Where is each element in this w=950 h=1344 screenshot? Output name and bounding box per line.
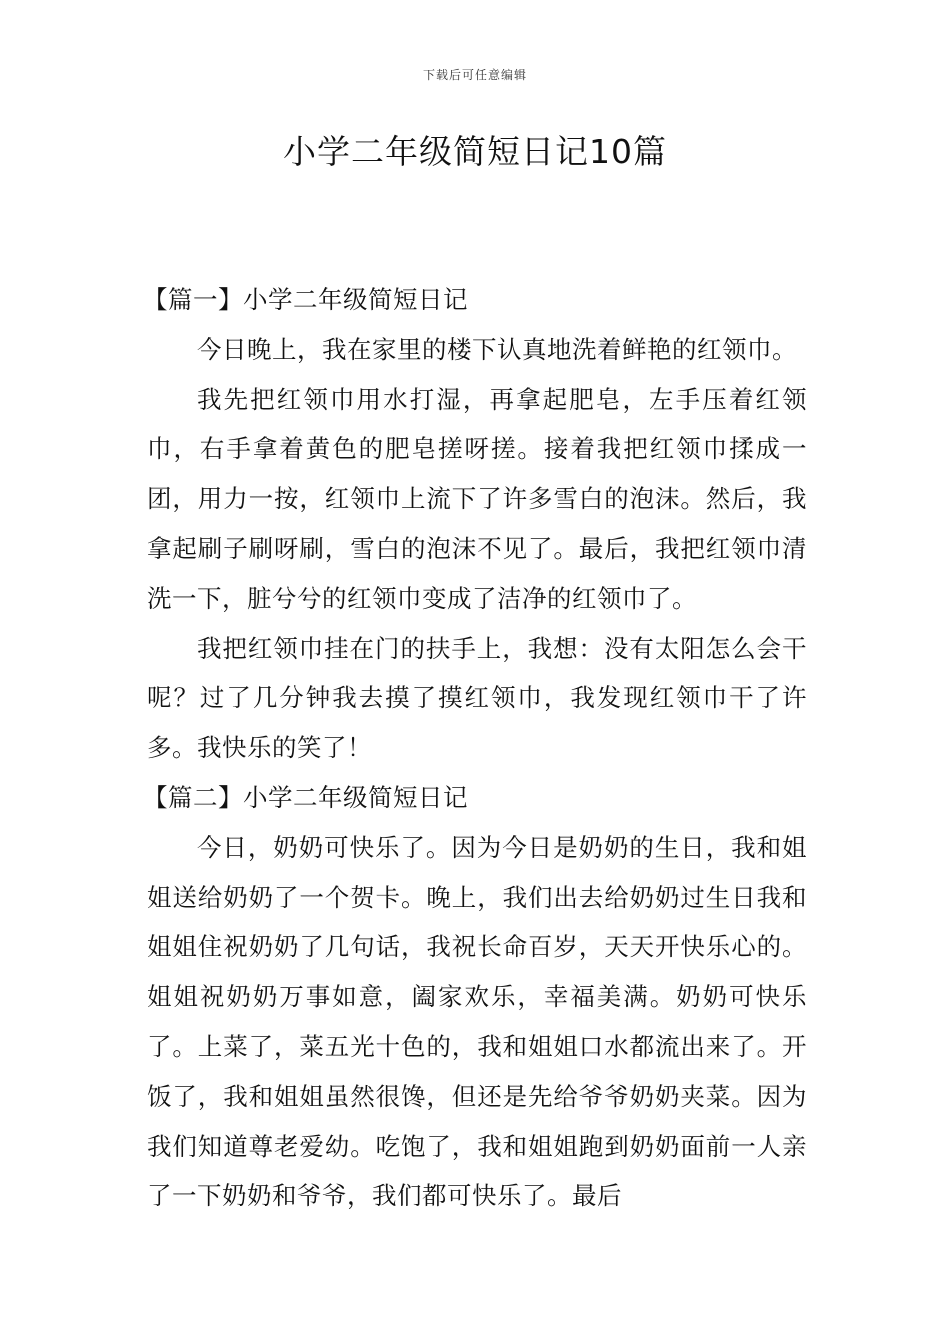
paragraph: 今日，奶奶可快乐了。因为今日是奶奶的生日，我和姐姐送给奶奶了一个贺卡。晚上，我们出去给奶奶过生日我和姐姐住祝奶奶了几句话，我祝长命百岁，天天开快乐心的。姐姐祝奶奶万事如意，阖家欢乐，幸福美满。奶奶可快乐了。上菜了，菜五光十色的，我和姐姐口水都流出来了。开饭了，我和姐姐虽然很馋，但还是先给爷爷奶奶夹菜。因为我们知道尊老爱幼。吃饱了，我和姐姐跑到奶奶面前一人亲了一下奶奶和爷爷，我们都可快乐了。最后 [147, 832, 807, 1211]
paragraph: 今日晚上，我在家里的楼下认真地洗着鲜艳的红领巾。 [197, 334, 797, 364]
section-heading: 【篇一】小学二年级简短日记 [143, 285, 468, 314]
section-heading: 【篇二】小学二年级简短日记 [143, 782, 468, 812]
paragraph: 我先把红领巾用水打湿，再拿起肥皂，左手压着红领巾，右手拿着黄色的肥皂搓呀搓。接着我把红领巾揉成一团，用力一按，红领巾上流下了许多雪白的泡沫。然后，我拿起刷子刷呀刷，雪白的泡沫不见了。最后，我把红领巾清洗一下，脏兮兮的红领巾变成了洁净的红领巾了。 [147, 384, 807, 613]
header-note: 下载后可任意编辑 [422, 68, 527, 82]
section-one [143, 275, 807, 773]
paragraph: 我把红领巾挂在门的扶手上，我想：没有太阳怎么会干呢？过了几分钟我去摸了摸红领巾，我发现红领巾干了许多。我快乐的笑了！ [147, 633, 807, 763]
document-body [143, 275, 807, 1221]
document-title: 小学二年级简短日记10篇 [283, 132, 667, 171]
section-two [143, 773, 807, 1221]
